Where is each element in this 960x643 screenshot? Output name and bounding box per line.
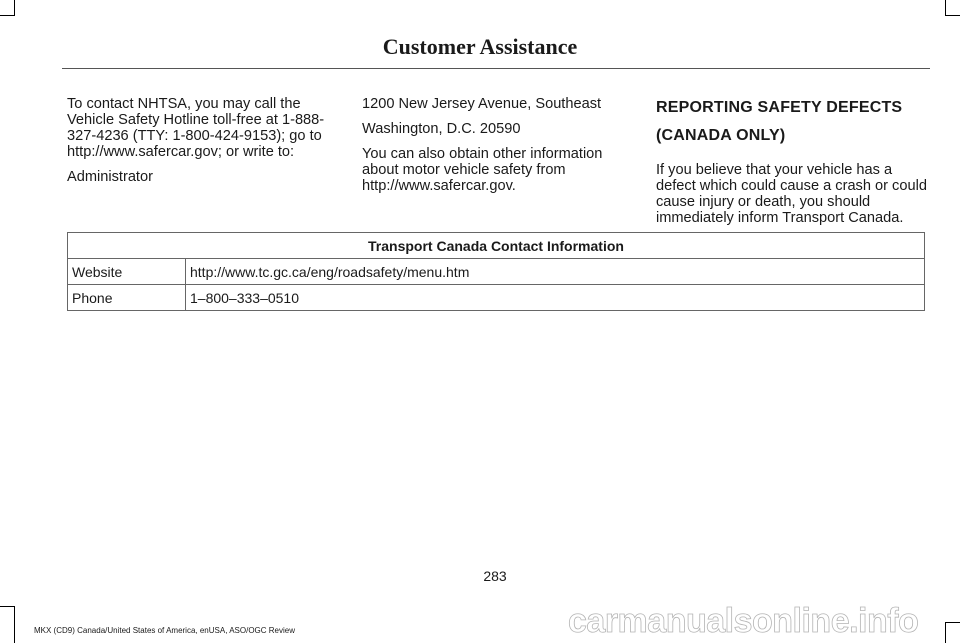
text-column-2: [362, 96, 637, 203]
table-cell-label: Website: [68, 259, 186, 285]
document-info: MKX (CD9) Canada/United States of America, enUSA, ASO/OGC Review: [34, 626, 295, 635]
more-info-paragraph: You can also obtain other information about motor vehicle safety from http://www.safercar.gov.: [362, 146, 603, 194]
safety-defect-paragraph: If you believe that your vehicle has a defect which could cause a crash or could cause injury or death, you should immediately inform Transport Canada.: [656, 162, 927, 226]
crop-mark: [945, 0, 946, 16]
contact-info-table: [67, 232, 925, 311]
section-heading-subtitle: (CANADA ONLY): [656, 127, 786, 144]
table-row: [68, 285, 925, 311]
address-line-1: 1200 New Jersey Avenue, Southeast: [362, 96, 602, 112]
page-title: Customer Assistance: [382, 34, 578, 59]
table-title: Transport Canada Contact Information: [68, 233, 925, 259]
address-line-2: Washington, D.C. 20590: [362, 121, 521, 137]
crop-mark: [945, 15, 960, 16]
table-header-row: [68, 233, 925, 259]
crop-mark: [14, 0, 15, 16]
table-cell-value: http://www.tc.gc.ca/eng/roadsafety/menu.htm: [186, 259, 925, 285]
table-cell-label: Phone: [68, 285, 186, 311]
crop-mark: [0, 606, 15, 607]
crop-mark: [0, 15, 15, 16]
crop-mark: [14, 607, 15, 643]
nhtsa-contact-paragraph: To contact NHTSA, you may call the Vehicle Safety Hotline toll-free at 1-888-327-4236 (TTY: 1-800-424-9153); go to http://www.safercar.gov; or write to:: [67, 96, 325, 160]
table-row: [68, 259, 925, 285]
table-cell-value: 1–800–333–0510: [186, 285, 925, 311]
text-column-1: [67, 96, 342, 194]
text-column-3: [656, 96, 928, 235]
crop-mark: [945, 622, 960, 623]
header-divider: [62, 68, 930, 69]
page-number: 283: [483, 568, 507, 584]
watermark: carmanualsonline.info: [568, 602, 919, 640]
administrator-line: Administrator: [67, 169, 153, 185]
section-heading: REPORTING SAFETY DEFECTS: [656, 99, 903, 116]
crop-mark: [945, 623, 946, 643]
